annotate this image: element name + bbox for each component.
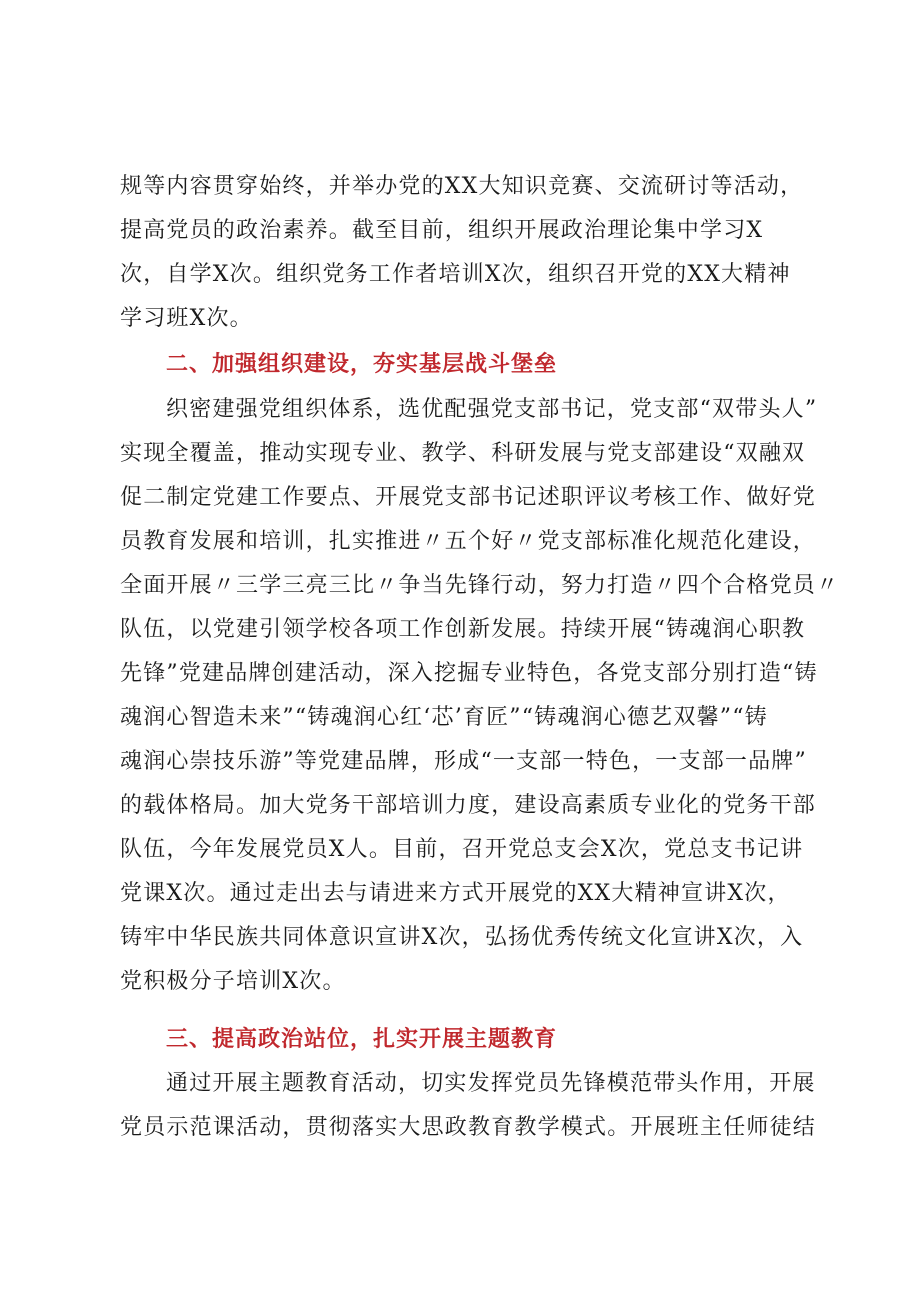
paragraph-3-line-1: 通过开展主题教育活动，切实发挥党员先锋模范带头作用，开展 (166, 1071, 816, 1096)
paragraph-2-line-2: 实现全覆盖，推动实现专业、教学、科研发展与党支部建设“双融双 (120, 441, 806, 466)
paragraph-2-line-4: 员教育发展和培训，扎实推进〃五个好〃党支部标准化规范化建设， (120, 529, 817, 554)
section-heading-3: 三、提高政治站位，扎实开展主题教育 (166, 1027, 558, 1052)
paragraph-1-line-2: 提高党员的政治素养。截至目前，组织开展政治理论集中学习X (120, 218, 764, 243)
paragraph-1-line-1: 规等内容贯穿始终，并举办党的XX大知识竞赛、交流研讨等活动， (120, 174, 804, 199)
paragraph-1-line-4: 学习班X次。 (120, 306, 253, 331)
section-heading-2: 二、加强组织建设，夯实基层战斗堡垒 (166, 352, 558, 377)
paragraph-2-line-6: 队伍，以党建引领学校各项工作创新发展。持续开展“铸魂润心职教 (120, 617, 806, 642)
paragraph-2-line-14: 党积极分子培训X次。 (120, 969, 346, 994)
paragraph-3-line-2: 党员示范课活动，贯彻落实大思政教育教学模式。开展班主任师徒结 (120, 1115, 817, 1140)
paragraph-2-line-5: 全面开展〃三学三亮三比〃争当先锋行动，努力打造〃四个合格党员〃 (120, 573, 840, 598)
paragraph-2-line-8: 魂润心智造未来”“铸魂润心红‘芯’育匠”“铸魂润心德艺双馨”“铸 (120, 705, 768, 730)
paragraph-2-line-1: 织密建强党组织体系，选优配强党支部书记，党支部“双带头人” (166, 397, 818, 422)
paragraph-2-line-3: 促二制定党建工作要点、开展党支部书记述职评议考核工作、做好党 (120, 485, 817, 510)
paragraph-2-line-13: 铸牢中华民族共同体意识宣讲X次，弘扬优秀传统文化宣讲X次，入 (120, 925, 804, 950)
paragraph-2-line-12: 党课X次。通过走出去与请进来方式开展党的XX大精神宣讲X次， (120, 881, 791, 906)
paragraph-2-line-7: 先锋”党建品牌创建活动，深入挖掘专业特色，各党支部分别打造“铸 (120, 661, 818, 686)
paragraph-2-line-10: 的载体格局。加大党务干部培训力度，建设高素质专业化的党务干部 (120, 793, 817, 818)
paragraph-1-line-3: 次，自学X次。组织党务工作者培训X次，组织召开党的XX大精神 (120, 262, 791, 287)
paragraph-2-line-9: 魂润心崇技乐游”等党建品牌，形成“一支部一特色，一支部一品牌” (120, 749, 807, 774)
paragraph-2-line-11: 队伍，今年发展党员X人。目前，召开党总支会X次，党总支书记讲 (120, 837, 804, 862)
